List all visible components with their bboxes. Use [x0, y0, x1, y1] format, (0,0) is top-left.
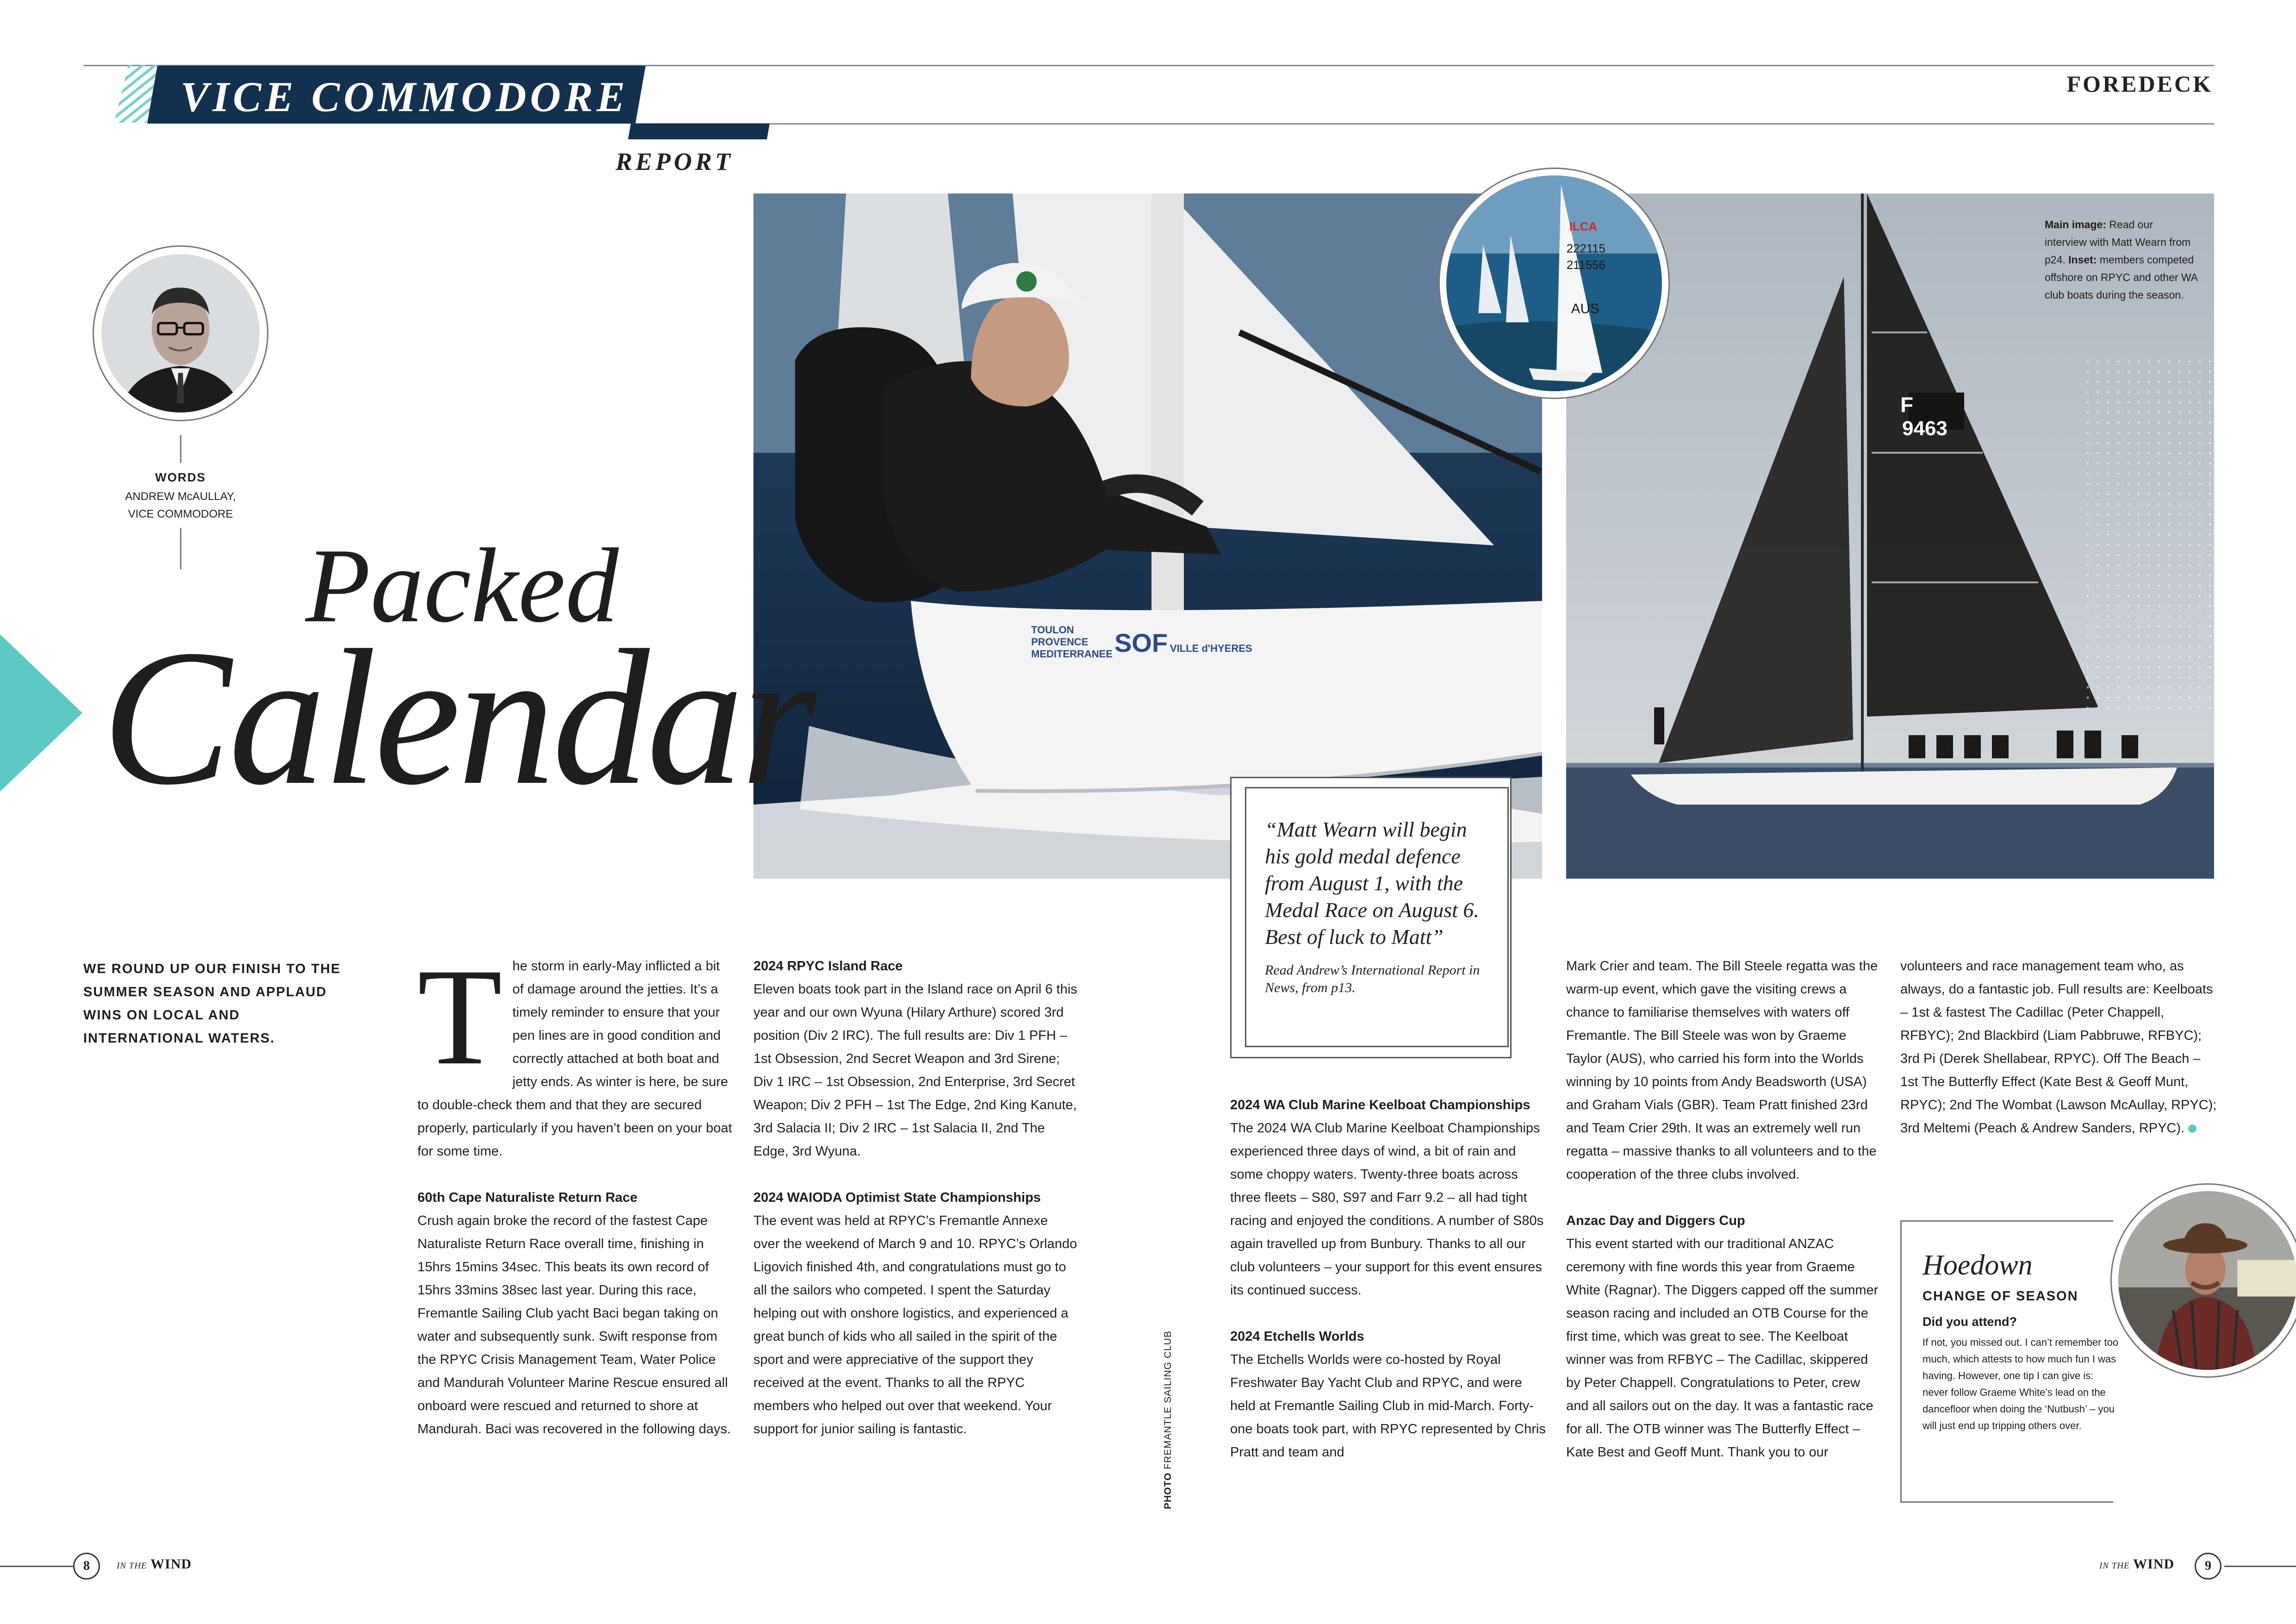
- article-column-2: [753, 955, 1077, 1464]
- waioda-heading: 2024 WAIODA Optimist State Championships: [753, 1190, 1041, 1205]
- page-number-right: 9: [2195, 1553, 2221, 1580]
- section-subtitle: REPORT: [616, 148, 734, 175]
- hoedown-photo: [2118, 1191, 2296, 1370]
- byline-label: WORDS: [155, 470, 206, 484]
- standfirst: WE ROUND UP OUR FINISH TO THE SUMMER SEASON AND APPLAUD WINS ON LOCAL AND INTERNATIONAL WATERS.: [83, 962, 341, 1046]
- caption-inset-text: members competed offshore on RPYC and other WA club boats during the season.: [2045, 254, 2197, 301]
- byline-divider-top: [180, 435, 181, 463]
- article-column-4: [1566, 955, 1885, 1487]
- laser-class-logo: ILCA: [1569, 220, 1597, 233]
- section-title: VICE COMMODORE: [180, 73, 629, 120]
- byline-divider-bottom: [180, 528, 181, 569]
- anzac-heading: Anzac Day and Diggers Cup: [1566, 1213, 1745, 1228]
- svg-text:VILLE d'HYERES: VILLE d'HYERES: [1170, 643, 1252, 654]
- dot-pattern-decoration: [2083, 356, 2217, 708]
- author-photo: [101, 254, 260, 412]
- anzac-continued-text: volunteers and race management team who, as always, do a fantastic job. Full results are: Keelboats – 1st & fastest The Cadillac (Peter Chappell, RFBYC); 2nd Blackbird (Liam Pabbruwe, RFBYC); 3rd Pi (Derek Shellabear, RPYC). Off The Beach – 1st The Butterfly Effect (Kate Best & Geoff Munt, RPYC); 2nd The Wombat (Lawson McAullay, RPYC); 3rd Meltemi (Peach & Andrew Sanders, RPYC).: [1900, 959, 2217, 1136]
- publication-name-left: [117, 1556, 192, 1572]
- laser-sail-number: 222115: [1566, 242, 1605, 256]
- pub-name-right: WIND: [2133, 1556, 2175, 1572]
- hoedown-title: Hoedown: [1923, 1249, 2033, 1281]
- photo-credit: [1163, 1330, 1174, 1509]
- hoedown-kicker: CHANGE OF SEASON: [1923, 1289, 2078, 1304]
- keelboat-heading: 2024 WA Club Marine Keelboat Championships: [1230, 1098, 1531, 1112]
- intro-paragraph: [417, 940, 732, 1163]
- pub-prefix-left: IN THE: [117, 1561, 147, 1571]
- island-race-body: Eleven boats took part in the Island race on April 6 this year and our own Wyuna (Hilary Arthure) scored 3rd position (Div 2 IRC). The full results are: Div 1 PFH – 1st Obsession, 2nd Secret Weapon and 3rd Sirene; Div 1 IRC – 1st Obsession, 2nd Enterprise, 3rd Secret Weapon; Div 2 PFH – 1st The Edge, 2nd King Kanute, 3rd Salacia II; Div 2 IRC – 1st Salacia II, 2nd The Edge, 3rd Wyuna.: [753, 982, 1077, 1159]
- author-portrait: [93, 245, 268, 421]
- etchells-body: The Etchells Worlds were co-hosted by Royal Freshwater Bay Yacht Club and RPYC, and were held at Fremantle Sailing Club in mid-March. Forty-one boats took part, with RPYC represented by Chris Pratt and team and: [1230, 1352, 1546, 1460]
- svg-text:MEDITERRANEE: MEDITERRANEE: [1031, 648, 1113, 660]
- keelboat-body: The 2024 WA Club Marine Keelboat Championships experienced three days of wind, a bit of rain and some choppy waters. Twenty-three boats across three fleets – S80, S97 and Farr 9.2 – all had tight racing and enjoyed the conditions. A number of S80s again travelled up from Bunbury. Thanks to all our club volunteers – your support for this event ensures its continued success.: [1230, 1121, 1544, 1298]
- hoedown-body: If not, you missed out. I can’t remember too much, which attests to how much fun I was having. However, one tip I can give is: never follow Graeme White’s lead on the dancefloor when doing the ‘Nutbush’ – you will just end up tripping others over.: [1923, 1337, 2119, 1431]
- pull-quote-citation: Read Andrew’s International Report in News, from p13.: [1265, 962, 1480, 995]
- byline-role: VICE COMMODORE: [128, 508, 233, 520]
- caption-inset-label: Inset:: [2068, 254, 2097, 266]
- inset-image: [1438, 168, 1670, 399]
- island-race-heading: 2024 RPYC Island Race: [753, 959, 903, 974]
- article-column-5: [1900, 955, 2220, 1163]
- teal-arrow-marker: [0, 634, 82, 792]
- magazine-section-label: FOREDECK: [2066, 71, 2213, 97]
- laser-sailing-photo: [753, 194, 1542, 879]
- article-column-1: [417, 940, 732, 1464]
- laser-nation: AUS: [1571, 301, 1599, 317]
- sail-number: 9463: [1902, 417, 1948, 440]
- byline-author: [88, 488, 273, 523]
- etchells-heading: 2024 Etchells Worlds: [1230, 1329, 1364, 1344]
- main-image-laser-sailor: [753, 194, 1542, 879]
- footer-rule-right: [2224, 1566, 2296, 1567]
- headline-line-1: Packed: [305, 526, 619, 644]
- publication-name-right: [2099, 1556, 2174, 1572]
- article-column-3: [1230, 1093, 1549, 1487]
- etchells-continued: Mark Crier and team. The Bill Steele regatta was the warm-up event, which gave the visiting crews a chance to familiarise themselves with waters off Fremantle. The Bill Steele was won by Graeme Taylor (AUS), who carried his form into the Worlds winning by 10 points from Andy Beadsworth (USA) and Graham Vials (GBR). Team Pratt finished 23rd and Team Crier 29th. It was an extremely well run regatta – massive thanks to all volunteers and to the cooperation of the three clubs involved.: [1566, 959, 1878, 1182]
- drop-cap: T: [417, 940, 503, 1093]
- cape-race-body: Crush again broke the record of the fastest Cape Naturaliste Return Race overall time, finishing in 15hrs 15mins 34sec. This beats its own record of 15hrs 33mins 38sec last year. During this race, Fremantle Sailing Club yacht Baci began taking on water and subsequently sunk. Swift response from the RPYC Crisis Management Team, Water Police and Mandurah Volunteer Marine Rescue ensured all onboard were rescued and returned to shore at Mandurah. Baci was recovered in the following days.: [417, 1213, 731, 1437]
- photo-credit-text: FREMANTLE SAILING CLUB: [1163, 1330, 1173, 1473]
- svg-text:PROVENCE: PROVENCE: [1031, 636, 1089, 648]
- laser-fleet-photo: [1446, 175, 1662, 391]
- pull-quote: [1245, 787, 1509, 1047]
- end-of-article-dot: [2188, 1124, 2196, 1133]
- svg-text:SOF: SOF: [1114, 628, 1168, 657]
- pull-quote-text: “Matt Wearn will begin his gold medal defence from August 1, with the Medal Race on August 6. Best of luck to Matt”: [1265, 818, 1479, 949]
- photo-credit-label: PHOTO: [1163, 1472, 1173, 1509]
- svg-text:TOULON: TOULON: [1031, 624, 1074, 636]
- header-bottom-rule: [634, 123, 2214, 125]
- page-number-left: 8: [73, 1553, 100, 1580]
- waioda-body: The event was held at RPYC’s Fremantle Annexe over the weekend of March 9 and 10. RPYC’s Orlando Ligovich finished 4th, and congratulations must go to all the sailors who competed. I spent the Saturday helping out with onshore logistics, and experienced a great bunch of kids who all sailed in the spirit of the sport and were appreciative of the support they received at the event. Thanks to all the RPYC members who helped out over that weekend. Your support for junior sailing is fantastic.: [753, 1213, 1077, 1437]
- pub-prefix-right: IN THE: [2099, 1561, 2130, 1571]
- hoedown-question: Did you attend?: [1923, 1315, 2017, 1329]
- intro-text: he storm in early-May inflicted a bit of damage around the jetties. It’s a timely reminder to ensure that your pen lines are in good condition and correctly attached at both boat and jetty ends. As winter is here, be sure to double-check them and that they are secured properly, particularly if you haven’t been on your boat for some time.: [417, 959, 732, 1159]
- section-banner-tab: [628, 124, 770, 139]
- image-caption: [2045, 216, 2197, 304]
- cape-race-heading: 60th Cape Naturaliste Return Race: [417, 1190, 638, 1205]
- headline-line-2: Calendar: [102, 610, 814, 825]
- hoedown-image: [2110, 1183, 2296, 1378]
- sail-letter: F: [1900, 393, 1914, 417]
- laser-sail-number-2: 211556: [1566, 259, 1605, 272]
- caption-main-label: Main image:: [2045, 219, 2106, 231]
- footer-rule-left: [0, 1566, 74, 1567]
- byline-name: ANDREW McAULLAY,: [125, 490, 236, 503]
- anzac-continued: [1900, 955, 2220, 1140]
- pub-name-left: WIND: [150, 1556, 192, 1572]
- caption-main-text: Read our interview with Matt Wearn from p24.: [2045, 219, 2191, 266]
- anzac-body: This event started with our traditional ANZAC ceremony with fine words this year from Graeme White (Ragnar). The Diggers capped off the summer season racing and included an OTB Course for the first time, which was great to see. The Keelboat winner was from RFBYC – The Cadillac, skippered by Peter Chappell. Congratulations to Peter, crew and all sailors out on the day. It was a fantastic race for all. The OTB winner was The Butterfly Effect – Kate Best and Geoff Munt. Thank you to our: [1566, 1237, 1879, 1460]
